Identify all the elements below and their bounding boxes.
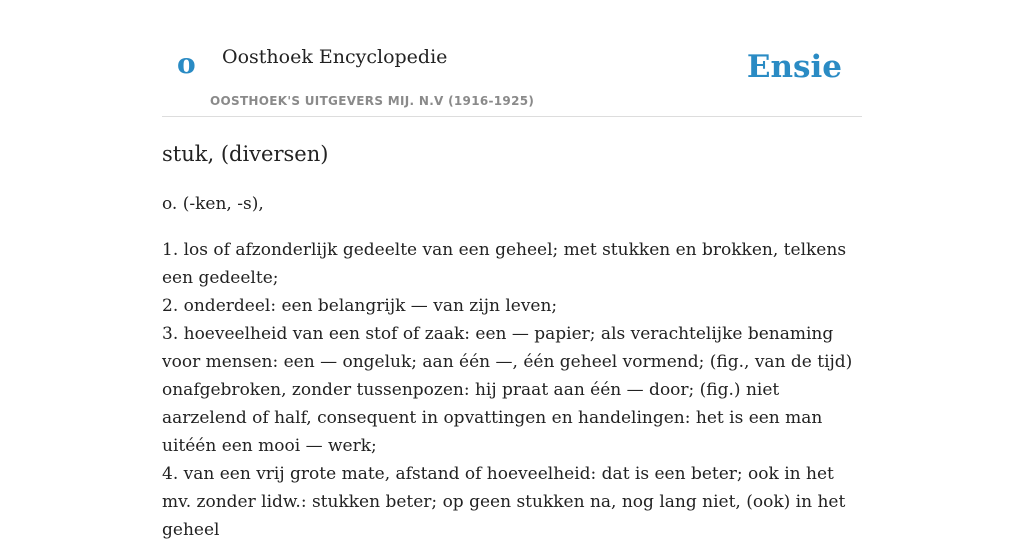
ensie-brand-link[interactable]: Ensie bbox=[746, 49, 842, 85]
site-header bbox=[162, 0, 862, 117]
site-logo[interactable]: o bbox=[177, 47, 196, 80]
site-title[interactable]: Oosthoek Encyclopedie bbox=[222, 46, 448, 68]
entry-grammar: o. (-ken, -s), bbox=[162, 194, 264, 214]
entry-content bbox=[162, 138, 862, 544]
definition-item: 3. hoeveelheid van een stof of zaak: een — papier; als verachtelijke benaming voor mensen: een — ongeluk; aan één —, één geheel vormend; (fig., van de tijd) onafgebroken, zonder tussenpozen: hij praat aan één — door; (fig.) niet aarzelend of half, consequent in opvattingen en handelingen: het is een man uitéén een mooi — werk; bbox=[162, 324, 853, 456]
definition-item: 4. van een vrij grote mate, afstand of hoeveelheid: dat is een beter; ook in het mv. zonder lidw.: stukken beter; op geen stukken na, nog lang niet, (ook) in het geheel bbox=[162, 464, 846, 540]
site-subtitle: OOSTHOEK'S UITGEVERS MIJ. N.V (1916-1925) bbox=[210, 94, 535, 108]
definition-item: 2. onderdeel: een belangrijk — van zijn leven; bbox=[162, 296, 558, 316]
definition-item: 1. los of afzonderlijk gedeelte van een geheel; met stukken en brokken, telkens een gedeelte; bbox=[162, 240, 847, 288]
definition-list bbox=[162, 236, 862, 544]
entry-title: stuk, (diversen) bbox=[162, 142, 329, 166]
